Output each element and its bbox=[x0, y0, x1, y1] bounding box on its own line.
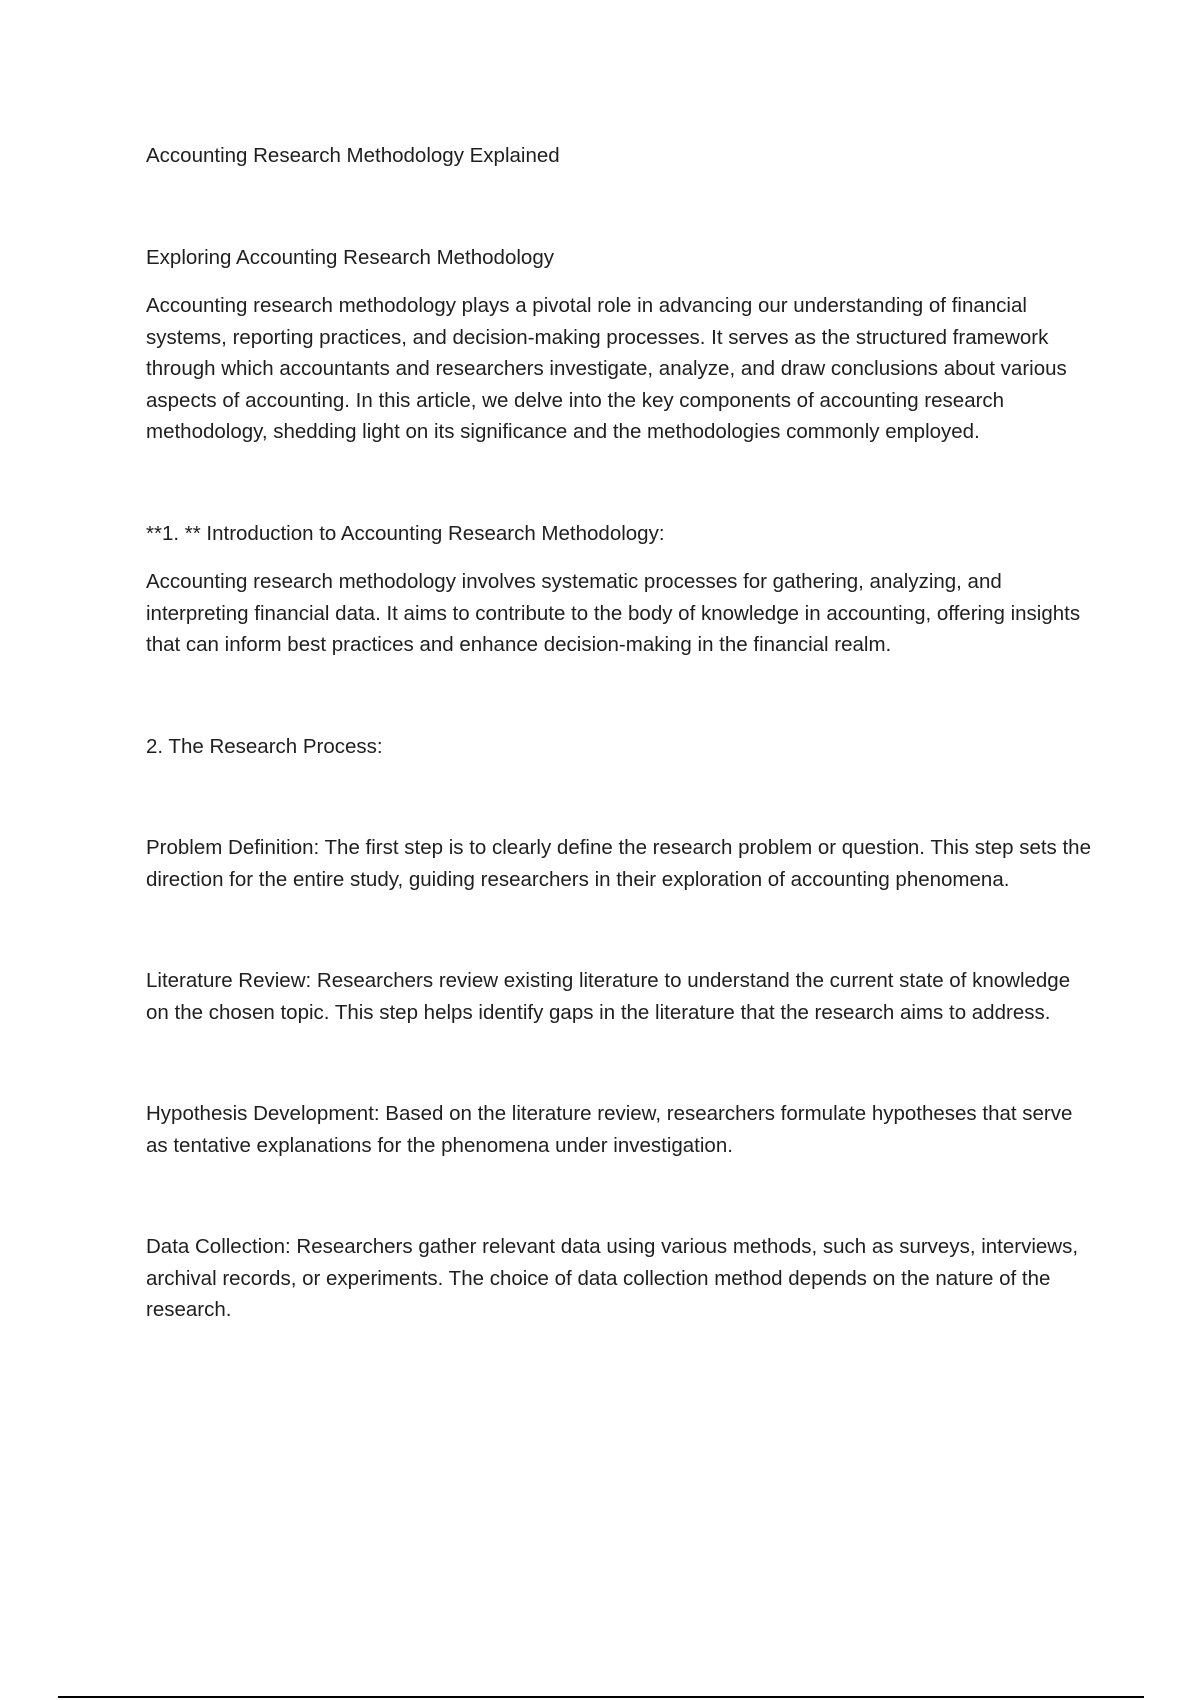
process-item-literature-review: Literature Review: Researchers review existing literature to understand the current state of knowledge on the chosen topic. This step helps identify gaps in the literature that the research aims to address. bbox=[146, 969, 1071, 1024]
document-title: Accounting Research Methodology Explained bbox=[146, 144, 560, 167]
step-1-paragraph: Accounting research methodology involves systematic processes for gathering, analyzing, and interpreting financial data. It aims to contribute to the body of knowledge in accounting, offering insights that can inform best practices and enhance decision-making in the financial realm. bbox=[146, 570, 1081, 656]
step-1-heading: **1. ** Introduction to Accounting Research Methodology: bbox=[146, 521, 665, 545]
step-2-heading: 2. The Research Process: bbox=[146, 734, 383, 758]
process-item-data-collection: Data Collection: Researchers gather relevant data using various methods, such as surveys, interviews, archival records, or experiments. The choice of data collection method depends on the nature of the research. bbox=[146, 1235, 1079, 1321]
process-item-hypothesis-development: Hypothesis Development: Based on the literature review, researchers formulate hypotheses that serve as tentative explanations for the phenomena under investigation. bbox=[146, 1102, 1073, 1157]
section-title: Exploring Accounting Research Methodology bbox=[146, 245, 554, 269]
intro-paragraph: Accounting research methodology plays a pivotal role in advancing our understanding of financial systems, reporting practices, and decision-making processes. It serves as the structured framework through which accountants and researchers investigate, analyze, and draw conclusions about various aspects of accounting. In this article, we delve into the key components of accounting research methodology, shedding light on its significance and the methodologies commonly employed. bbox=[146, 294, 1067, 443]
process-item-problem-definition: Problem Definition: The first step is to clearly define the research problem or question. This step sets the direction for the entire study, guiding researchers in their exploration of accounting phenomena. bbox=[146, 836, 1091, 891]
document-body bbox=[146, 140, 1096, 1326]
page-bottom-rule bbox=[58, 1696, 1144, 1698]
